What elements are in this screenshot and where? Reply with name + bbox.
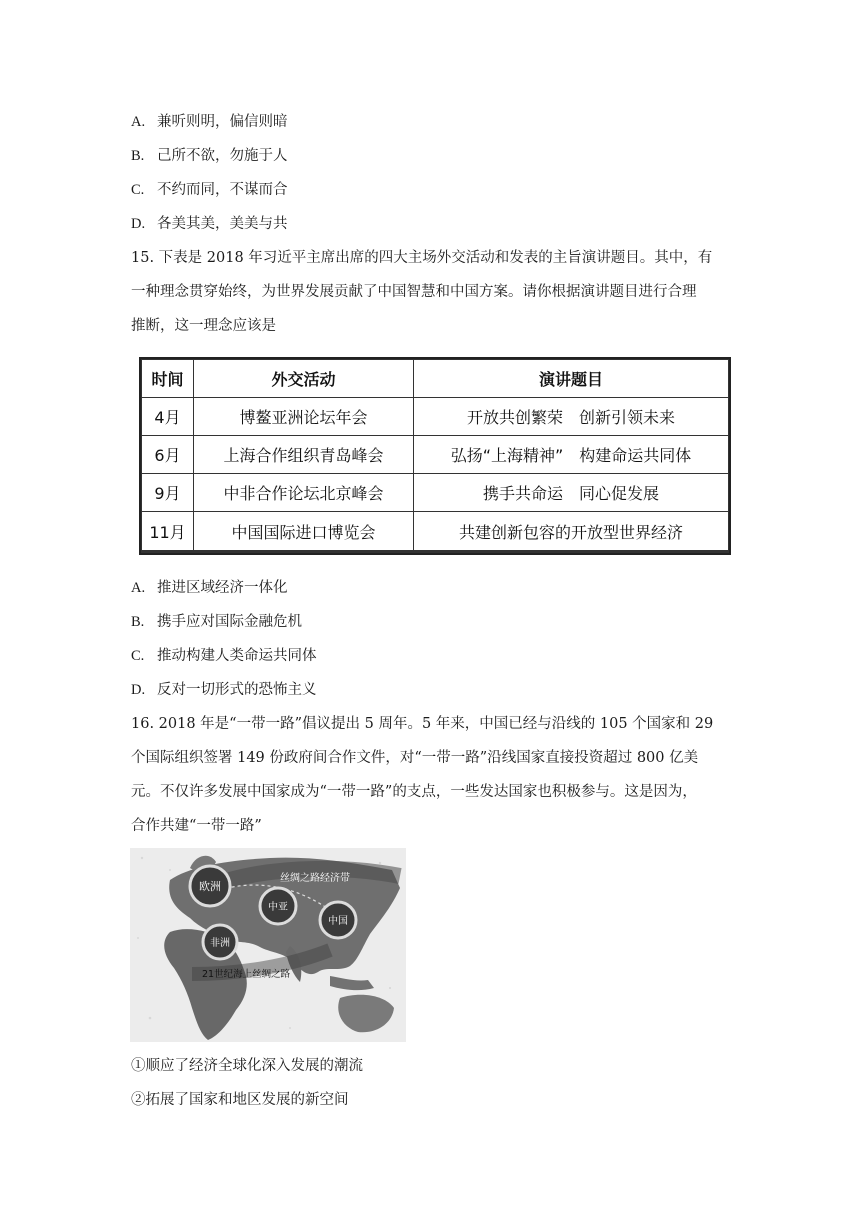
table-cell: 4月	[142, 398, 194, 436]
q15-stem-line: 推断，这一理念应该是	[131, 318, 276, 334]
q15-option-a	[131, 578, 288, 598]
table-cell: 弘扬“上海精神” 构建命运共同体	[414, 436, 729, 474]
world-map-image	[130, 848, 406, 1042]
option-label: D.	[131, 216, 146, 232]
table-cell: 中国国际进口博览会	[194, 512, 414, 552]
table-row	[142, 512, 729, 552]
table-cell: 共建创新包容的开放型世界经济	[414, 512, 729, 552]
table-row	[142, 398, 729, 436]
q16-stem-line: 元。不仅许多发展中国家成为“一带一路”的支点，一些发达国家也积极参与。这是因为，	[131, 784, 697, 800]
node-china	[320, 902, 356, 938]
q15-option-d	[131, 680, 317, 700]
option-label: A.	[131, 580, 146, 596]
q16-stem-line: 合作共建“一带一路”	[131, 818, 262, 834]
belt-road-map	[130, 848, 406, 1042]
table-header-row	[142, 360, 729, 398]
table-cell: 9月	[142, 474, 194, 512]
table-cell: 6月	[142, 436, 194, 474]
option-text: 反对一切形式的恐怖主义	[157, 682, 317, 698]
option-label: D.	[131, 682, 146, 698]
node-central-asia	[260, 888, 296, 924]
option-text: 己所不欲，勿施于人	[157, 148, 288, 164]
option-label: B.	[131, 148, 145, 164]
node-label: 非洲	[210, 938, 230, 949]
table-header: 时间	[142, 360, 194, 398]
table-cell: 开放共创繁荣 创新引领未来	[414, 398, 729, 436]
table-cell: 11月	[142, 512, 194, 552]
node-europe	[190, 866, 230, 906]
table-header: 演讲题目	[414, 360, 729, 398]
q15-option-b	[131, 612, 302, 632]
option-label: C.	[131, 182, 145, 198]
option-text: 推动构建人类命运共同体	[157, 648, 317, 664]
q15-stem	[131, 241, 741, 343]
q15-stem-line: 15. 下表是 2018 年习近平主席出席的四大主场外交活动和发表的主旨演讲题目。其中，有	[131, 250, 713, 266]
q14-option-c	[131, 180, 288, 200]
option-text: 各美其美，美美与共	[157, 216, 288, 232]
option-text: 携手应对国际金融危机	[157, 614, 302, 630]
q15-option-c	[131, 646, 317, 666]
option-label: A.	[131, 114, 146, 130]
q15-stem-line: 一种理念贯穿始终，为世界发展贡献了中国智慧和中国方案。请你根据演讲题目进行合理	[131, 284, 697, 300]
option-text: 兼听则明，偏信则暗	[157, 114, 288, 130]
table-header: 外交活动	[194, 360, 414, 398]
node-label: 中国	[328, 916, 348, 927]
node-africa	[203, 925, 237, 959]
route-land-label: 丝绸之路经济带	[280, 873, 350, 884]
q14-option-b	[131, 146, 288, 166]
q16-statement-1: ①顺应了经济全球化深入发展的潮流	[131, 1058, 363, 1074]
table-cell: 上海合作组织青岛峰会	[194, 436, 414, 474]
diplomacy-table	[139, 357, 731, 555]
q16-statement-2: ②拓展了国家和地区发展的新空间	[131, 1092, 349, 1108]
q16-stem	[131, 707, 741, 843]
node-label: 欧洲	[199, 880, 221, 893]
q14-option-d	[131, 214, 288, 234]
option-label: B.	[131, 614, 145, 630]
node-label: 中亚	[268, 902, 288, 913]
q16-stem-line: 个国际组织签署 149 份政府间合作文件，对“一带一路”沿线国家直接投资超过 800 亿美	[131, 750, 699, 766]
option-label: C.	[131, 648, 145, 664]
table-cell: 博鳌亚洲论坛年会	[194, 398, 414, 436]
table-row	[142, 474, 729, 512]
q14-option-a	[131, 112, 288, 132]
q16-stem-line: 16. 2018 年是“一带一路”倡议提出 5 周年。5 年来，中国已经与沿线的 105 个国家和 29	[131, 716, 714, 732]
route-sea-label: 21世纪海上丝绸之路	[202, 969, 291, 980]
table-cell: 中非合作论坛北京峰会	[194, 474, 414, 512]
option-text: 不约而同，不谋而合	[157, 182, 288, 198]
table-row	[142, 436, 729, 474]
table-cell: 携手共命运 同心促发展	[414, 474, 729, 512]
option-text: 推进区域经济一体化	[157, 580, 288, 596]
